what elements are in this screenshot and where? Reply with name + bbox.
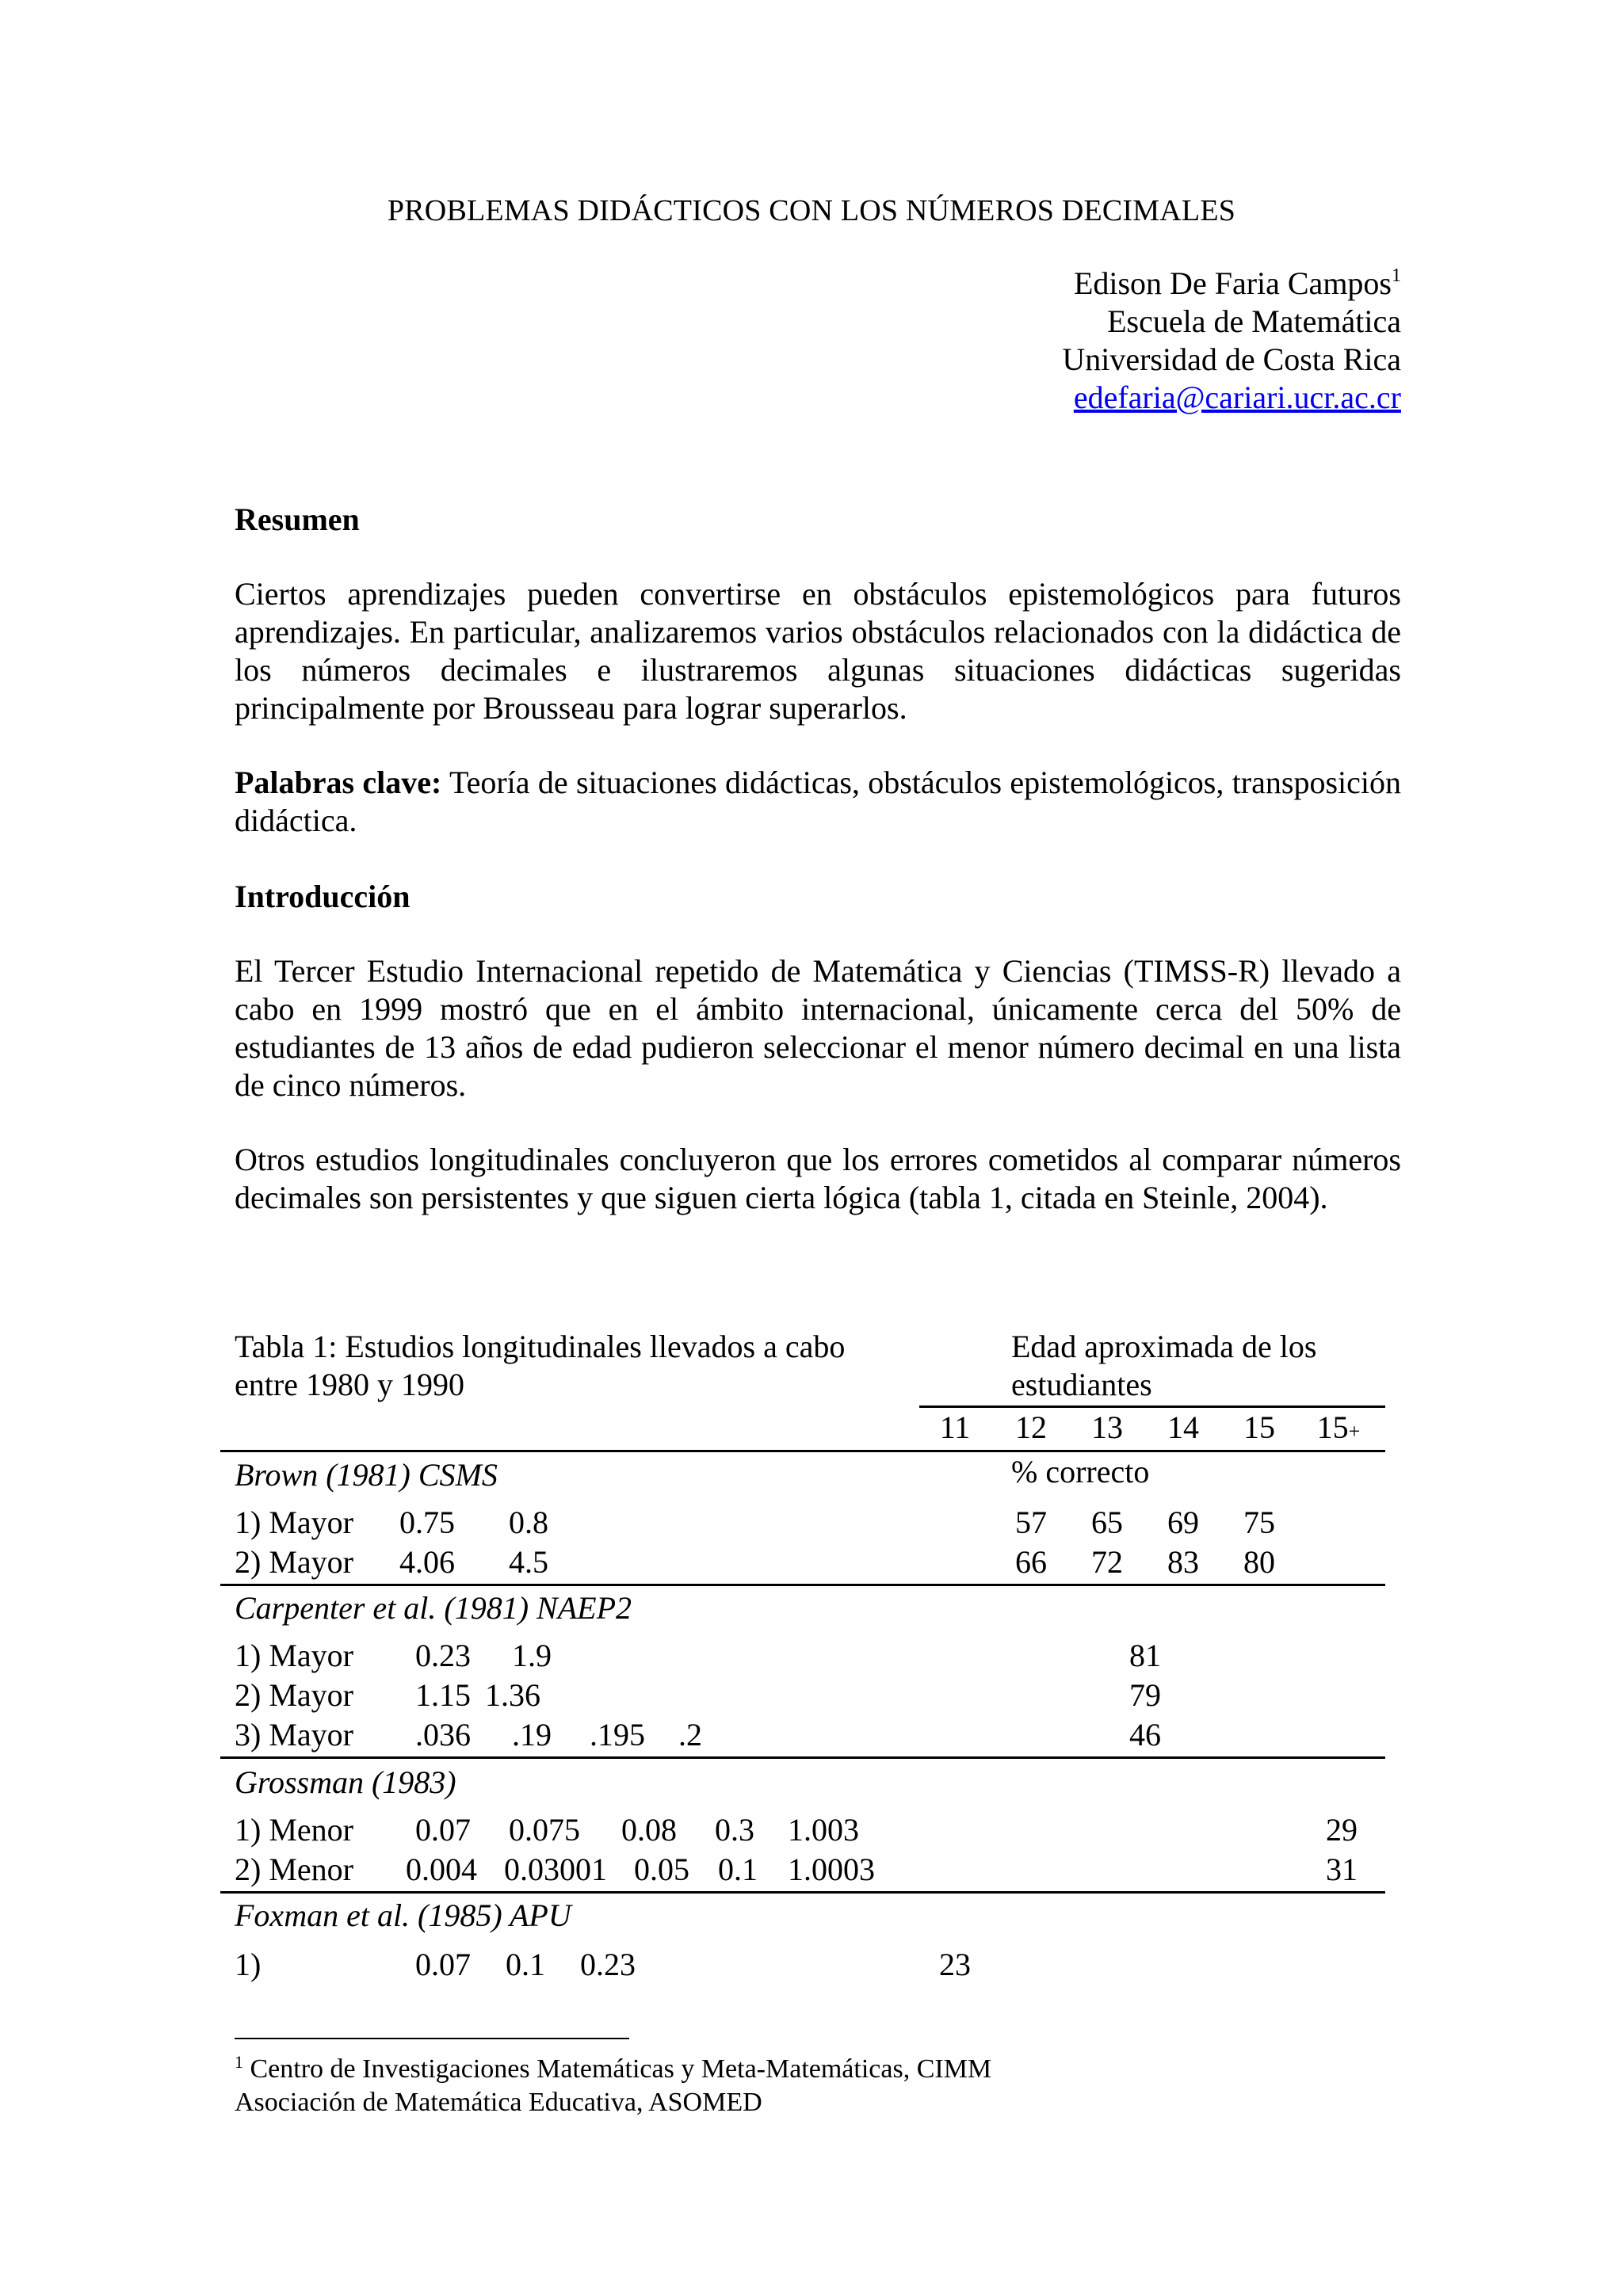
- score-cell: 69: [1167, 1505, 1199, 1540]
- compare-number: 0.23: [415, 1638, 471, 1673]
- table-rule-header: [220, 1450, 1385, 1452]
- score-cell: 46: [1129, 1717, 1161, 1753]
- author-name-line: [1062, 265, 1401, 303]
- footnote-mark: 1: [235, 2052, 243, 2072]
- table-rule-age-header: [919, 1405, 1385, 1408]
- table-caption-line-2: entre 1980 y 1990: [235, 1367, 464, 1402]
- row-label: 1) Mayor: [235, 1505, 353, 1540]
- introduccion-paragraph-1: El Tercer Estudio Internacional repetido de Matemática y Ciencias (TIMSS-R) llevado a cabo en 1999 mostró que en el ámbito internacional, únicamente cerca del 50% de estudiantes de 13 años de edad pudieron seleccionar el menor número decimal en una lista de cinco números.: [235, 953, 1401, 1103]
- compare-number: 4.5: [509, 1544, 548, 1580]
- score-cell: 23: [939, 1947, 971, 1982]
- row-label: 2) Menor: [235, 1852, 353, 1887]
- compare-number: 0.23: [580, 1947, 636, 1982]
- table-rule-section: [220, 1756, 1385, 1759]
- compare-number: 0.075: [509, 1812, 580, 1848]
- compare-number: 1.003: [788, 1812, 859, 1848]
- author-name: Edison De Faria Campos: [1073, 265, 1392, 301]
- table-age-header-line-2: estudiantes: [1011, 1367, 1152, 1402]
- score-cell: 66: [1015, 1544, 1047, 1580]
- age-header-15-plus-number: 15: [1316, 1409, 1349, 1445]
- resumen-heading: Resumen: [235, 502, 360, 537]
- score-cell: 75: [1243, 1505, 1275, 1540]
- compare-number: 0.1: [506, 1947, 545, 1982]
- compare-number: .19: [512, 1717, 552, 1753]
- age-header-14: 14: [1167, 1409, 1199, 1445]
- keywords-text: Teoría de situaciones didácticas, obstáculos epistemológicos, transposición didáctica.: [235, 765, 1401, 838]
- row-label: 1) Mayor: [235, 1638, 353, 1673]
- row-label: 2) Mayor: [235, 1677, 353, 1713]
- author-block: [1062, 265, 1401, 417]
- footnote-line-2: Asociación de Matemática Educativa, ASOMED: [235, 2088, 762, 2117]
- score-cell: 31: [1326, 1852, 1358, 1887]
- table-rule-section: [220, 1584, 1385, 1586]
- percent-correct-label: % correcto: [1011, 1454, 1150, 1489]
- footnote-separator: [235, 2038, 629, 2039]
- table-age-header: [1011, 1328, 1316, 1404]
- keywords-label: Palabras clave:: [235, 765, 442, 800]
- score-cell: 80: [1243, 1544, 1275, 1580]
- compare-number: 0.08: [621, 1812, 677, 1848]
- study-name: Grossman (1983): [235, 1764, 456, 1800]
- score-cell: 57: [1015, 1505, 1047, 1540]
- table-age-header-line-1: Edad aproximada de los: [1011, 1329, 1317, 1364]
- score-cell: 72: [1091, 1544, 1123, 1580]
- age-header-15: 15: [1243, 1409, 1275, 1445]
- age-header-13: 13: [1091, 1409, 1123, 1445]
- study-name: Foxman et al. (1985) APU: [235, 1897, 571, 1933]
- row-label: 3) Mayor: [235, 1717, 353, 1753]
- study-name: Brown (1981) CSMS: [235, 1457, 498, 1493]
- footnote-text-1: Centro de Investigaciones Matemáticas y Meta-Matemáticas, CIMM: [250, 2054, 992, 2084]
- author-department: Escuela de Matemática: [1107, 303, 1401, 339]
- row-label: 1): [235, 1947, 262, 1982]
- age-header-11: 11: [939, 1409, 971, 1445]
- age-header-12: 12: [1015, 1409, 1047, 1445]
- introduccion-heading: Introducción: [235, 879, 411, 914]
- author-footnote-mark: 1: [1392, 265, 1401, 286]
- study-name: Carpenter et al. (1981) NAEP2: [235, 1590, 632, 1626]
- table-caption: [235, 1328, 900, 1404]
- keywords-paragraph: [235, 764, 1401, 840]
- compare-number: 0.07: [415, 1947, 471, 1982]
- compare-number: 0.75: [399, 1505, 455, 1540]
- score-cell: 29: [1326, 1812, 1358, 1848]
- footnote-line-1: [235, 2054, 991, 2085]
- score-cell: 65: [1091, 1505, 1123, 1540]
- compare-number: 1.36: [485, 1677, 540, 1713]
- age-header-plus-mark: +: [1348, 1420, 1361, 1443]
- compare-number: 4.06: [399, 1544, 455, 1580]
- score-cell: 79: [1129, 1677, 1161, 1713]
- compare-number: 0.07: [415, 1812, 471, 1848]
- compare-number: 0.1: [718, 1852, 758, 1887]
- score-cell: 83: [1167, 1544, 1199, 1580]
- compare-number: 0.004: [406, 1852, 477, 1887]
- table-rule-section: [220, 1891, 1385, 1894]
- compare-number: .036: [415, 1717, 471, 1753]
- author-email-link[interactable]: edefaria@cariari.ucr.ac.cr: [1073, 379, 1401, 415]
- row-label: 1) Menor: [235, 1812, 353, 1848]
- compare-number: 1.9: [512, 1638, 552, 1673]
- introduccion-paragraph-2: Otros estudios longitudinales concluyeron que los errores cometidos al comparar números decimales son persistentes y que siguen cierta lógica (tabla 1, citada en Steinle, 2004).: [235, 1142, 1401, 1215]
- page-title: PROBLEMAS DIDÁCTICOS CON LOS NÚMEROS DECIMALES: [387, 194, 1236, 227]
- resumen-text: Ciertos aprendizajes pueden convertirse en obstáculos epistemológicos para futuros aprendizajes. En particular, analizaremos varios obstáculos relacionados con la didáctica de los números decimales e ilustraremos algunas situaciones didácticas sugeridas principalmente por Brousseau para lograr superarlos.: [235, 576, 1401, 726]
- author-university: Universidad de Costa Rica: [1062, 341, 1401, 377]
- compare-number: .195: [590, 1717, 645, 1753]
- compare-number: 0.3: [715, 1812, 754, 1848]
- row-label: 2) Mayor: [235, 1544, 353, 1580]
- age-header-15-plus: [1303, 1409, 1374, 1451]
- compare-number: 1.0003: [788, 1852, 875, 1887]
- compare-number: 0.03001: [504, 1852, 607, 1887]
- compare-number: 0.05: [634, 1852, 689, 1887]
- table-caption-line-1: Tabla 1: Estudios longitudinales llevados a cabo: [235, 1329, 846, 1364]
- compare-number: 0.8: [509, 1505, 548, 1540]
- compare-number: .2: [678, 1717, 702, 1753]
- score-cell: 81: [1129, 1638, 1161, 1673]
- compare-number: 1.15: [415, 1677, 471, 1713]
